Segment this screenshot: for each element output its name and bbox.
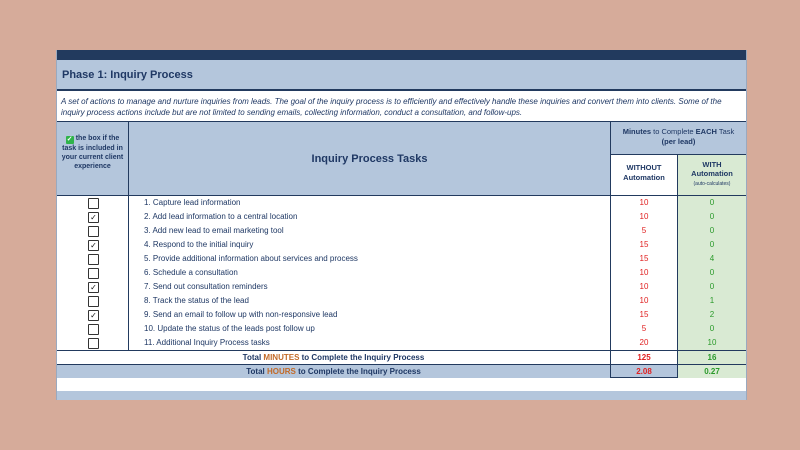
task-minutes-with: 2 [678,308,746,322]
each-word: EACH [695,127,717,136]
task-check-cell [57,224,129,238]
total-minutes-pre: Total [242,353,264,362]
task-minutes-with: 0 [678,280,746,294]
total-hours-label [57,365,611,378]
task-row [57,322,746,336]
task-row [57,308,746,322]
task-minutes-with: 0 [678,210,746,224]
without-label: WITHOUT [626,163,662,172]
task-minutes-without: 15 [611,308,678,322]
minutes-word: Minutes [622,127,652,136]
task-row [57,336,746,350]
auto-calculates-note: (auto-calculates) [693,181,731,187]
task-minutes-without: 10 [611,196,678,210]
task-check-cell [57,196,129,210]
task-minutes-with: 0 [678,238,746,252]
task-word: Task [716,127,735,136]
task-row [57,196,746,210]
task-label: 8. Track the status of the lead [129,294,611,308]
task-row [57,238,746,252]
without-automation-label: Automation [623,173,665,182]
task-minutes-with: 0 [678,322,746,336]
task-label: 3. Add new lead to email marketing tool [129,224,611,238]
task-row [57,210,746,224]
task-check-cell [57,336,129,350]
task-minutes-without: 10 [611,210,678,224]
total-hours-highlight: HOURS [266,367,296,376]
task-check-cell [57,252,129,266]
task-checkbox[interactable]: ✓ [88,282,99,293]
phase-description: A set of actions to manage and nurture inquiries from leads. The goal of the inquiry process is to efficiently and effectively handle these inquiries and convert them into clients. Some of the inquiry process actions include but are not limited to sending emails, collecting information, conduct a consultation, and follow-ups. [61,97,722,117]
total-minutes-highlight: MINUTES [263,353,300,362]
header-with-automation [678,155,746,196]
task-label: 11. Additional Inquiry Process tasks [129,336,611,350]
total-hours-with: 0.27 [678,365,746,378]
task-row [57,224,746,238]
task-minutes-with: 0 [678,224,746,238]
task-check-cell [57,294,129,308]
task-minutes-with: 0 [678,266,746,280]
task-checkbox[interactable] [88,324,99,335]
task-minutes-without: 10 [611,294,678,308]
task-label: 4. Respond to the initial inquiry [129,238,611,252]
total-hours-without: 2.08 [611,365,678,378]
task-checkbox[interactable] [88,198,99,209]
per-lead: (per lead) [661,137,696,146]
minutes-text: to Complete [651,127,696,136]
task-minutes-without: 15 [611,238,678,252]
header-without-automation [611,155,678,196]
top-border-bar [57,50,746,60]
total-minutes-without: 125 [611,351,678,364]
total-minutes-post: to Complete the Inquiry Process [299,353,425,362]
task-checkbox[interactable] [88,254,99,265]
green-check-icon: ✓ [66,136,73,143]
task-rows [57,196,746,350]
task-check-cell [57,322,129,336]
task-label: 6. Schedule a consultation [129,266,611,280]
spreadsheet [56,50,747,400]
header-tasks-label: Inquiry Process Tasks [311,152,428,165]
task-label: 10. Update the status of the leads post follow up [129,322,611,336]
task-minutes-without: 10 [611,266,678,280]
task-minutes-with: 0 [678,196,746,210]
task-checkbox[interactable]: ✓ [88,310,99,321]
blank-row [57,378,746,392]
task-row [57,252,746,266]
task-check-cell [57,210,129,224]
task-check-cell [57,280,129,294]
task-label: 2. Add lead information to a central location [129,210,611,224]
task-minutes-without: 10 [611,280,678,294]
task-label: 1. Capture lead information [129,196,611,210]
header-checkbox-column [57,121,129,196]
phase-title: Phase 1: Inquiry Process [57,60,746,91]
task-label: 5. Provide additional information about services and process [129,252,611,266]
task-checkbox[interactable] [88,268,99,279]
task-row [57,280,746,294]
header-tasks-column [129,121,611,196]
total-hours-row [57,364,746,378]
task-row [57,294,746,308]
task-minutes-without: 20 [611,336,678,350]
task-minutes-with: 4 [678,252,746,266]
task-row [57,266,746,280]
total-minutes-with: 16 [678,351,746,364]
bottom-bar [57,391,746,400]
with-automation-label: Automation [691,169,733,178]
task-minutes-with: 1 [678,294,746,308]
header-check-label: the box if the task is included in your current client experience [61,135,124,170]
task-check-cell [57,308,129,322]
with-label: WITH [702,160,722,169]
task-label: 7. Send out consultation reminders [129,280,611,294]
task-checkbox[interactable] [88,338,99,349]
task-minutes-without: 15 [611,252,678,266]
task-check-cell [57,266,129,280]
task-checkbox[interactable] [88,296,99,307]
task-checkbox[interactable] [88,226,99,237]
task-checkbox[interactable]: ✓ [88,212,99,223]
task-label: 9. Send an email to follow up with non-responsive lead [129,308,611,322]
task-checkbox[interactable]: ✓ [88,240,99,251]
task-minutes-without: 5 [611,322,678,336]
total-minutes-row [57,350,746,364]
task-check-cell [57,238,129,252]
total-hours-pre: Total [246,367,267,376]
task-minutes-with: 10 [678,336,746,350]
task-minutes-without: 5 [611,224,678,238]
header-minutes [611,121,746,155]
total-hours-post: to Complete the Inquiry Process [295,367,421,376]
total-minutes-label [57,351,611,364]
